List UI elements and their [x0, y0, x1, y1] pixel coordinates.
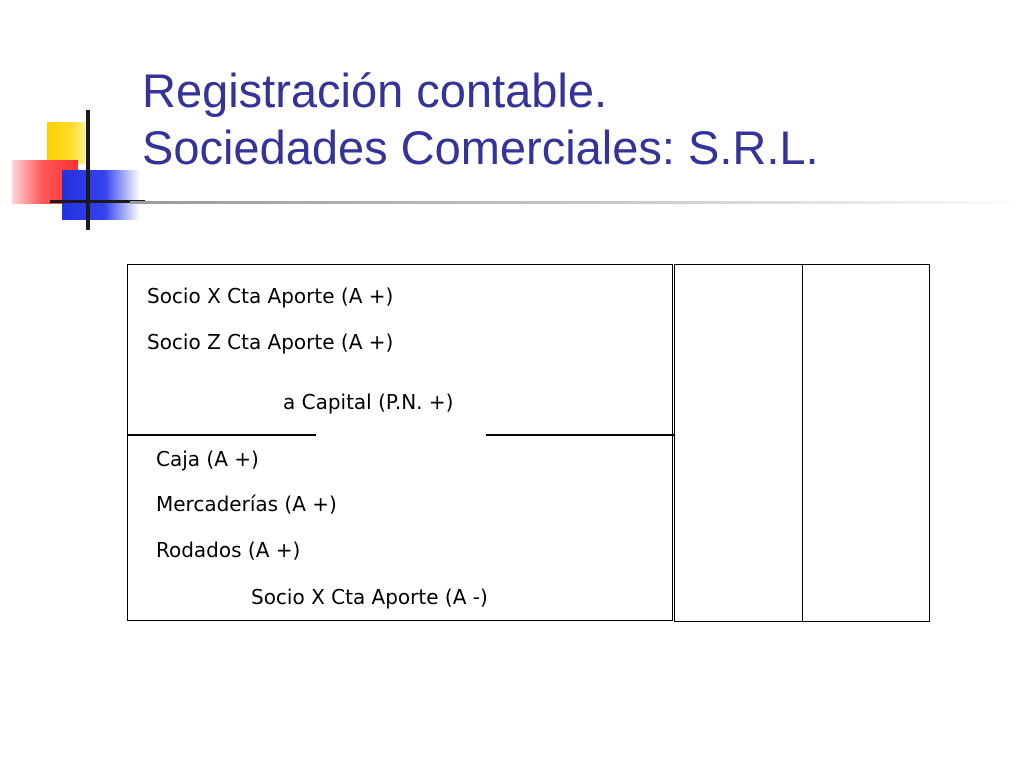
- logo-blue-square: [62, 170, 140, 220]
- entry-1-credit-1: a Capital (P.N. +): [283, 390, 454, 414]
- slide-title: [142, 62, 819, 176]
- entry-separator-right: [486, 434, 674, 436]
- entry-2-debit-1: Caja (A +): [156, 447, 259, 471]
- title-underline: [130, 201, 1010, 204]
- logo-yellow-square: [47, 122, 87, 164]
- logo-vertical-line: [86, 110, 90, 230]
- debit-amount-column: [674, 264, 803, 622]
- title-line-2: Sociedades Comerciales: S.R.L.: [142, 121, 819, 174]
- entry-2-debit-2: Mercaderías (A +): [156, 492, 337, 516]
- entry-separator-left: [128, 434, 316, 436]
- journal-entry-accounts-column: [127, 264, 673, 621]
- entry-1-debit-2: Socio Z Cta Aporte (A +): [147, 330, 394, 354]
- entry-2-credit-1: Socio X Cta Aporte (A -): [251, 585, 488, 609]
- title-line-1: Registración contable.: [142, 64, 608, 117]
- entry-1-debit-1: Socio X Cta Aporte (A +): [147, 284, 394, 308]
- credit-amount-column: [802, 264, 930, 622]
- decorative-logo: [0, 100, 150, 240]
- entry-2-debit-3: Rodados (A +): [156, 538, 301, 562]
